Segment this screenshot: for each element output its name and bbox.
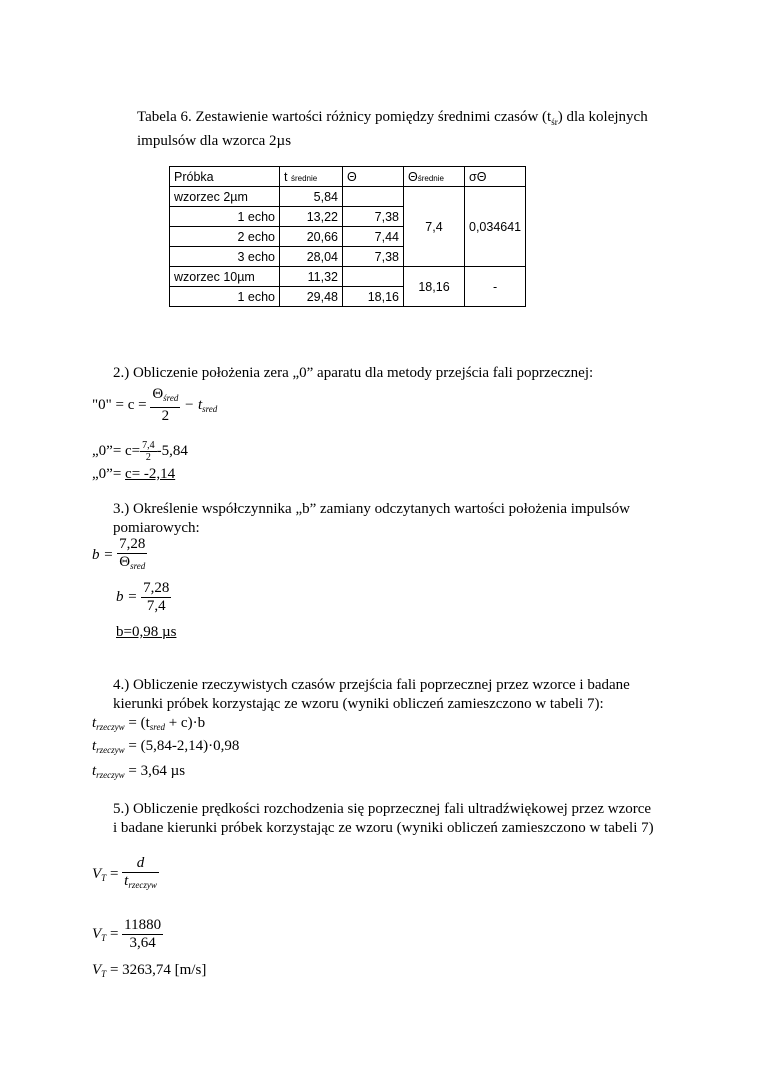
results-table	[169, 166, 526, 307]
table-row: 1 echo 29,48 18,16	[170, 287, 526, 307]
v-result: $V_T = 3263,74$ [m/s]	[92, 962, 207, 979]
section-5-heading: 5.) Obliczenie prędkości rozchodzenia się poprzecznej fali ultradźwiękowej przez wzorce i badane kierunki próbek korzystając ze wzoru (wyniki obliczeń zamieszczono w tabeli 7)	[113, 801, 654, 836]
b-calculation: b = $\frac{7,28}{7,4}$	[116, 580, 170, 614]
table-row: wzorzec 10µm 11,32 18,16 -	[170, 267, 526, 287]
b-result: b=0,98 µs	[116, 624, 177, 640]
t-calculation: $t_{rzeczyw} = (5,84-2,14)\cdot 0,98$	[92, 738, 240, 755]
table-row: 1 echo 13,22 7,38	[170, 207, 526, 227]
zero-formula: "0" = c = $\frac{\Theta_{śred}}{2}$ − $t_{sred}$	[92, 386, 218, 424]
table-row: 3 echo 28,04 7,38	[170, 247, 526, 267]
section-2-heading: 2.) Obliczenie położenia zera „0” aparatu dla metody przejścia fali poprzecznej:	[113, 365, 594, 381]
t-formula: $t_{rzeczyw} = (t_{sred} + c)\cdot b$	[92, 715, 206, 732]
v-calculation: $V_T$ = $\frac{11880}{3,64}$	[92, 917, 162, 951]
table-caption: Tabela 6. Zestawienie wartości różnicy pomiędzy średnimi czasów $(t_{śr})$ dla kolejnych impulsów dla wzorca 2µs	[137, 109, 648, 149]
b-formula: b = $\frac{7,28}{\Theta_{sred}}$	[92, 536, 146, 571]
zero-result: „0”= c= -2,14	[92, 466, 176, 482]
table-row: 2 echo 20,66 7,44	[170, 227, 526, 247]
section-4-heading: 4.) Obliczenie rzeczywistych czasów przejścia fali poprzecznej przez wzorce i badane kierunki próbek korzystając ze wzoru (wyniki obliczeń zamieszczono w tabeli 7):	[113, 677, 630, 712]
t-result: $t_{rzeczyw} = 3,64$ µs	[92, 763, 186, 780]
v-formula: $V_T$ = $\frac{d}{t_{rzeczyw}}$	[92, 855, 157, 890]
table-header-row: Próbka t średnie Θ Θśrednie σΘ	[170, 167, 526, 187]
section-3-heading: 3.) Określenie współczynnika „b” zamiany odczytanych wartości położenia impulsów pomiarowych:	[113, 501, 630, 536]
zero-calculation: „0”= c= $\frac{7,4}{2}$ -5,84	[92, 440, 188, 463]
table-row: wzorzec 2µm 5,84 7,4 0,034641	[170, 187, 526, 207]
